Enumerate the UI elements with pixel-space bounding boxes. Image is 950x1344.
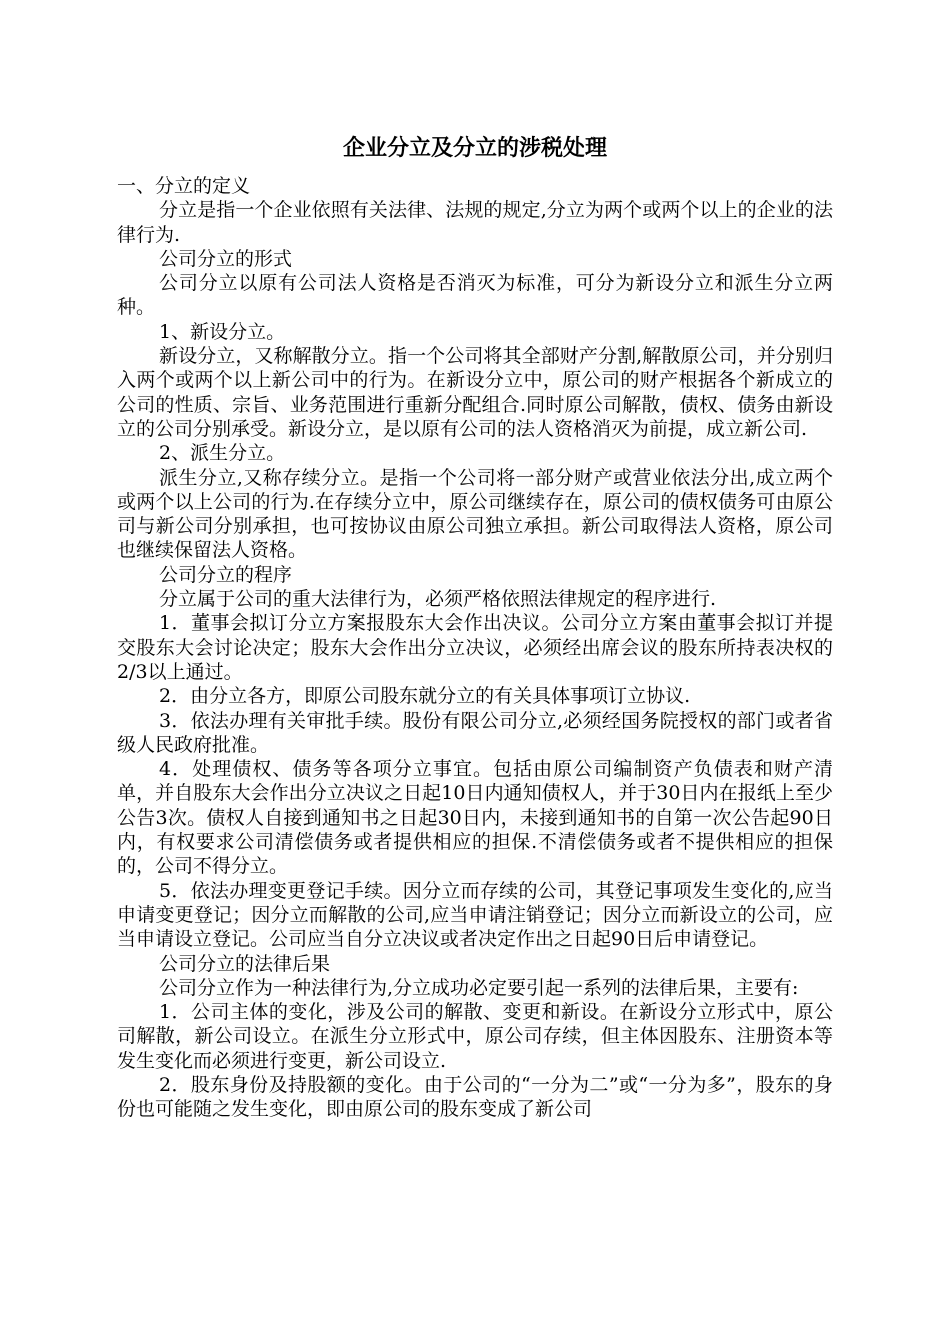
document-body	[117, 174, 833, 1122]
subheading-legal-consequences: 公司分立的法律后果	[159, 952, 331, 975]
list-item: 1．董事会拟订分立方案报股东大会作出决议。公司分立方案由董事会拟订并提交股东大会讨论决定；股东大会作出分立决议，必须经出席会议的股东所持表决权的2/3以上通过。	[117, 612, 833, 683]
list-item: 1．公司主体的变化，涉及公司的解散、变更和新设。在新设分立形式中，原公司解散，新公司设立。在派生分立形式中，原公司存续，但主体因股东、注册资本等发生变化而必须进行变更，新公司设立.	[117, 1001, 833, 1072]
document-page	[117, 134, 833, 1122]
subheading-new-split: 1、新设分立。	[159, 320, 286, 343]
list-item: 3．依法办理有关审批手续。股份有限公司分立,必须经国务院授权的部门或者省级人民政府批准。	[117, 709, 833, 756]
list-item: 4．处理债权、债务等各项分立事宜。包括由原公司编制资产负债表和财产清单，并自股东大会作出分立决议之日起10日内通知债权人，并于30日内在报纸上至少公告3次。债权人自接到通知书之日起30日内，未接到通知书的自第一次公告起90日内，有权要求公司清偿债务或者提供相应的担保.不清偿债务或者不提供相应的担保的，公司不得分立。	[117, 758, 833, 878]
document-title: 企业分立及分立的涉税处理	[342, 136, 607, 161]
paragraph: 派生分立,又称存续分立。是指一个公司将一部分财产或营业依法分出,成立两个或两个以上公司的行为.在存续分立中，原公司继续存在，原公司的债权债务可由原公司与新公司分别承担，也可按协议由原公司独立承担。新公司取得法人资格，原公司也继续保留法人资格。	[117, 466, 833, 562]
subheading-derived-split: 2、派生分立。	[159, 442, 286, 465]
paragraph: 分立是指一个企业依照有关法律、法规的规定,分立为两个或两个以上的企业的法律行为.	[117, 199, 833, 246]
paragraph: 公司分立作为一种法律行为,分立成功必定要引起一系列的法律后果，主要有:	[159, 976, 799, 999]
paragraph: 公司分立以原有公司法人资格是否消灭为标准，可分为新设分立和派生分立两种。	[117, 272, 833, 319]
paragraph: 新设分立，又称解散分立。指一个公司将其全部财产分割,解散原公司，并分别归入两个或两个以上新公司中的行为。在新设分立中，原公司的财产根据各个新成立的公司的性质、宗旨、业务范围进行重新分配组合.同时原公司解散，债权、债务由新设立的公司分别承受。新设分立，是以原有公司的法人资格消灭为前提，成立新公司.	[117, 345, 833, 440]
list-item: 2．股东身份及持股额的变化。由于公司的“一分为二”或“一分为多”，股东的身份也可能随之发生变化，即由原公司的股东变成了新公司	[117, 1073, 833, 1121]
list-item: 5．依法办理变更登记手续。因分立而存续的公司，其登记事项发生变化的,应当申请变更登记；因分立而解散的公司,应当申请注销登记；因分立而新设立的公司，应当申请设立登记。公司应当自分立决议或者决定作出之日起90日后申请登记。	[117, 879, 833, 951]
subheading-forms: 公司分立的形式	[159, 247, 293, 270]
list-item: 2．由分立各方，即原公司股东就分立的有关具体事项订立协议.	[159, 685, 691, 708]
section-heading-definition: 一、分立的定义	[117, 175, 251, 197]
paragraph: 分立属于公司的重大法律行为，必须严格依照法律规定的程序进行.	[159, 588, 717, 611]
subheading-procedure: 公司分立的程序	[159, 563, 293, 586]
